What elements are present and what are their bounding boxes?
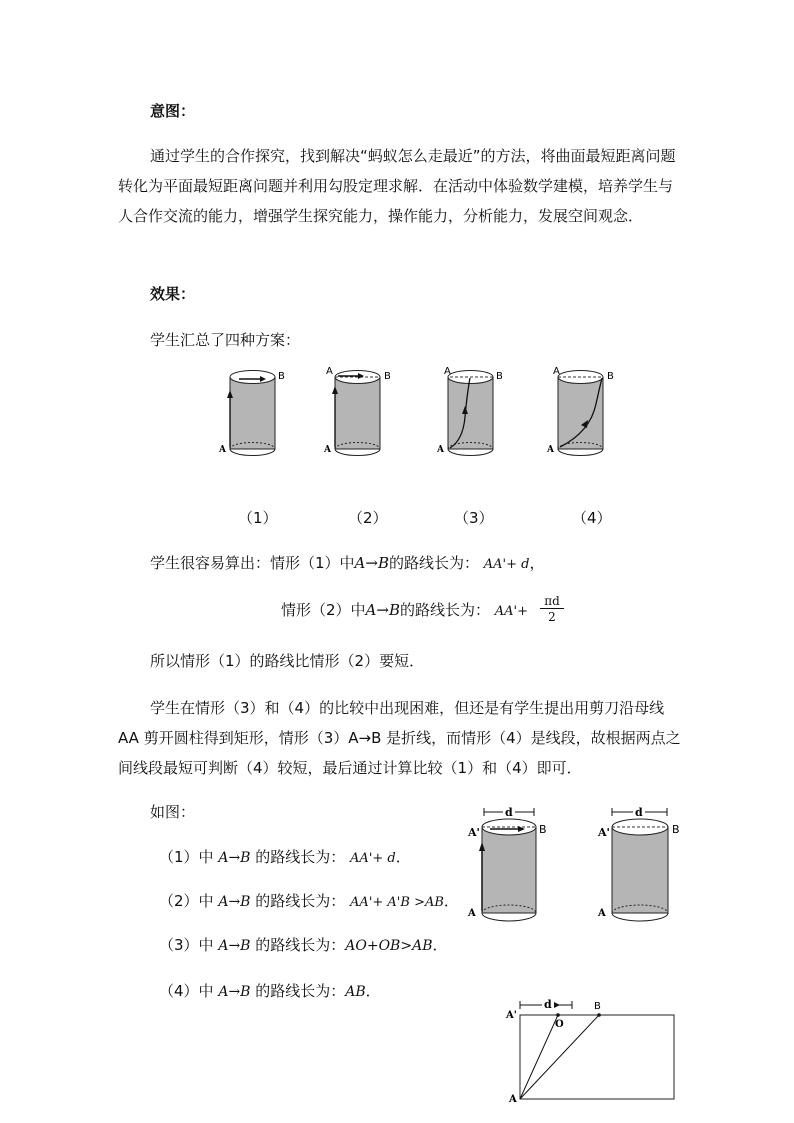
svg-text:B: B xyxy=(384,371,391,382)
discussion-paragraph: 学生在情形（3）和（4）的比较中出现困难，但还是有学生提出用剪刀沿母线 AA 剪开圆柱得到矩形，情形（3）A→B 是折线，而情形（4）是线段，故根据两点之间线段最短可判断（4）较短，最后通过计算比较（1）和（4）即可． xyxy=(118,699,681,777)
svg-text:d: d xyxy=(505,806,513,819)
svg-text:A: A xyxy=(437,445,444,455)
caption-4: （4） xyxy=(572,509,612,527)
svg-text:B: B xyxy=(672,823,680,836)
svg-text:A: A xyxy=(598,908,606,919)
intent-paragraph: 通过学生的合作探究，找到解决“蚂蚁怎么走最近”的方法，将曲面最短距离问题转化为平面最短距离问题并利用勾股定理求解．在活动中体验数学建模，培养学生与人合作交流的能力，增强学生探究能力，操作能力，分析能力，发展空间观念． xyxy=(118,147,676,225)
svg-text:A': A' xyxy=(506,1010,517,1021)
svg-text:A: A xyxy=(553,366,560,377)
caption-1: （1） xyxy=(238,509,278,527)
cylinder-left xyxy=(467,806,547,921)
svg-text:A: A xyxy=(509,1094,517,1105)
cylinder-case-3 xyxy=(436,366,503,456)
svg-text:A: A xyxy=(324,445,331,455)
heading-effect: 效果： xyxy=(150,285,196,303)
svg-text:A': A' xyxy=(598,826,610,839)
svg-text:A: A xyxy=(326,366,333,377)
svg-text:A: A xyxy=(547,445,554,455)
as-figure-label: 如图： xyxy=(150,803,196,821)
svg-text:B: B xyxy=(607,371,614,382)
summary-line: 学生汇总了四种方案： xyxy=(150,331,301,349)
four-cases-figure xyxy=(210,362,630,462)
cylinder-right xyxy=(597,806,680,921)
cylinder-case-1 xyxy=(218,371,285,456)
case-line-2: （2）中 A→B 的路线长为： AA'+ A'B >AB． xyxy=(159,892,459,910)
caption-3: （3） xyxy=(454,509,494,527)
cylinder-case-4 xyxy=(546,366,614,456)
unrolled-rectangle-figure xyxy=(502,995,682,1105)
fraction-pi-d-over-2: $\frac{\pi d}{2}$ xyxy=(540,594,564,625)
svg-text:A: A xyxy=(444,366,451,377)
caption-2: （2） xyxy=(348,509,388,527)
svg-text:d: d xyxy=(635,806,643,819)
calc-line-2: 情形（2）中A→B的路线长为： AA'+ xyxy=(281,601,529,619)
svg-text:B: B xyxy=(594,1001,601,1012)
label-B: B xyxy=(278,371,285,382)
case-line-3: （3）中 A→B 的路线长为：AO+OB>AB． xyxy=(159,936,448,954)
calc-line-1: 学生很容易算出：情形（1）中A→B的路线长为： AA'+ d， xyxy=(150,554,545,572)
svg-text:d: d xyxy=(544,998,552,1011)
conclusion-line: 所以情形（1）的路线比情形（2）要短． xyxy=(150,652,425,670)
case-line-4: （4）中 A→B 的路线长为：AB． xyxy=(159,982,381,1000)
label-O: O xyxy=(555,1019,564,1030)
svg-text:A: A xyxy=(468,908,476,919)
cylinder-case-2 xyxy=(323,366,391,456)
svg-text:B: B xyxy=(496,371,503,382)
heading-intent: 意图： xyxy=(150,102,196,120)
svg-text:B: B xyxy=(539,823,547,836)
label-A: A xyxy=(219,445,226,455)
label-A-prime: A' xyxy=(468,826,480,839)
two-cylinders-figure xyxy=(462,805,692,930)
case-line-1: （1）中 A→B 的路线长为： AA'+ d． xyxy=(159,848,411,866)
